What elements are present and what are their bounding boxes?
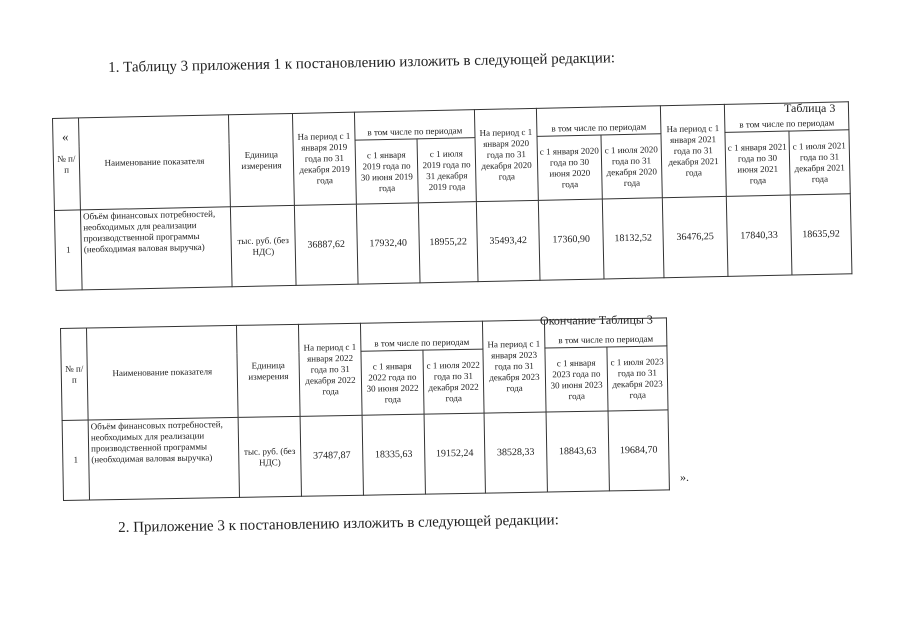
paragraph-1: 1. Таблицу 3 приложения 1 к постановлению изложить в следующей редакции: bbox=[108, 50, 616, 76]
header-no: № п/п bbox=[53, 118, 81, 211]
header-unit: Единица измерения bbox=[236, 324, 300, 417]
header-name: Наименование показателя bbox=[87, 325, 239, 420]
header-h2-2020: с 1 июля 2020 года по 31 декабря 2020 года bbox=[601, 134, 662, 199]
header-h2-2023: с 1 июля 2023 года по 31 декабря 2023 года bbox=[607, 346, 668, 411]
header-h2-2019: с 1 июля 2019 года по 31 декабря 2019 года bbox=[417, 138, 476, 203]
header-incl-2022: в том числе по периодам bbox=[360, 321, 482, 351]
value-cell: 18132,52 bbox=[602, 198, 664, 279]
header-h1-2019: с 1 января 2019 года по 30 июня 2019 года bbox=[355, 139, 418, 204]
header-h2-2022: с 1 июля 2022 года по 31 декабря 2022 года bbox=[423, 349, 484, 414]
value-cell: 35493,42 bbox=[476, 200, 540, 281]
table-2 bbox=[60, 317, 670, 501]
value-cell: 18335,63 bbox=[362, 414, 425, 495]
value-cell: 17360,90 bbox=[538, 199, 604, 280]
table-row bbox=[62, 410, 669, 501]
row-no: 1 bbox=[62, 420, 89, 500]
header-h1-2020: с 1 января 2020 года по 30 июня 2020 года bbox=[537, 135, 602, 200]
table-1 bbox=[52, 101, 852, 291]
value-cell: 18635,92 bbox=[790, 194, 852, 275]
header-incl-2023: в том числе по периодам bbox=[544, 318, 666, 348]
value-cell: 19152,24 bbox=[424, 413, 485, 494]
header-h1-2022: с 1 января 2022 года по 30 июня 2022 года bbox=[361, 350, 424, 415]
quote-close: ». bbox=[680, 470, 689, 484]
row-name: Объём финансовых потребностей, необходимых для реализации производственной программы (необходимая валовая выручка) bbox=[80, 207, 232, 290]
header-h2-2021: с 1 июля 2021 года по 31 декабря 2021 года bbox=[789, 130, 850, 195]
table2-caption: Окончание Таблицы 3 bbox=[539, 312, 653, 328]
row-unit: тыс. руб. (без НДС) bbox=[230, 205, 296, 286]
row-unit: тыс. руб. (без НДС) bbox=[238, 416, 301, 497]
header-h1-2021: с 1 января 2021 года по 30 июня 2021 года bbox=[725, 131, 790, 196]
header-incl-2019: в том числе по периодам bbox=[354, 110, 475, 141]
header-unit: Единица измерения bbox=[228, 113, 294, 206]
header-period-2022: На период с 1 января 2022 года по 31 декабря 2022 года bbox=[298, 323, 362, 416]
paragraph-2: 2. Приложение 3 к постановлению изложить в следующей редакции: bbox=[118, 512, 559, 536]
value-cell: 17840,33 bbox=[726, 195, 792, 276]
value-cell: 36887,62 bbox=[294, 204, 358, 285]
header-period-2023: На период с 1 января 2023 года по 31 декабря 2023 года bbox=[482, 320, 546, 413]
header-incl-2021: в том числе по периодам bbox=[724, 102, 849, 133]
table1-caption: Таблица 3 bbox=[784, 101, 836, 115]
value-cell: 19684,70 bbox=[608, 410, 669, 491]
value-cell: 37487,87 bbox=[300, 415, 363, 496]
row-no: 1 bbox=[54, 210, 82, 291]
header-no: № п/п bbox=[61, 328, 89, 420]
value-cell: 18955,22 bbox=[418, 202, 478, 283]
value-cell: 38528,33 bbox=[484, 412, 547, 493]
value-cell: 36476,25 bbox=[662, 196, 728, 277]
value-cell: 18843,63 bbox=[546, 411, 609, 492]
quote-open: « bbox=[62, 129, 69, 144]
value-cell: 17932,40 bbox=[356, 203, 420, 284]
table-row bbox=[54, 194, 852, 291]
header-incl-2020: в том числе по периодам bbox=[536, 106, 661, 137]
header-period-2021: На период с 1 января 2021 года по 31 декабря 2021 года bbox=[660, 104, 726, 197]
header-period-2020: На период с 1 января 2020 года по 31 декабря 2020 года bbox=[474, 108, 538, 201]
row-name: Объём финансовых потребностей, необходимых для реализации производственной программы (необходимая валовая выручка) bbox=[88, 417, 239, 500]
header-name: Наименование показателя bbox=[79, 115, 231, 210]
header-period-2019: На период с 1 января 2019 года по 31 декабря 2019 года bbox=[292, 112, 356, 205]
header-h1-2023: с 1 января 2023 года по 30 июня 2023 года bbox=[545, 347, 608, 412]
